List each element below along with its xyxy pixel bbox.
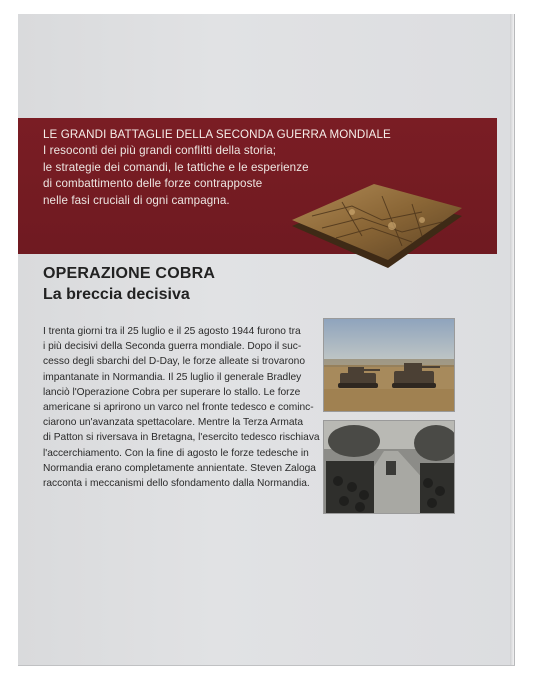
blurb-line: cesso degli sbarchi del D-Day, le forze alleate si trovarono (43, 356, 305, 368)
blurb-line: i più decisivi della Seconda guerra mondiale. Dopo il suc- (43, 341, 302, 353)
series-title: LE GRANDI BATTAGLIE DELLA SECONDA GUERRA MONDIALE (43, 128, 391, 141)
book-blurb (43, 324, 319, 491)
series-line: I resoconti dei più grandi conflitti della storia; (43, 144, 277, 158)
book-subtitle: La breccia decisiva (43, 286, 190, 303)
blurb-line: di Patton si riversava in Bretagna, l'esercito tedesco rischiava (43, 432, 320, 444)
book-title: OPERAZIONE COBRA (43, 265, 216, 282)
tanks-in-field-photo (323, 318, 455, 412)
series-line: nelle fasi cruciali di ogni campagna. (43, 193, 230, 207)
relief-map-icon (292, 176, 462, 276)
blurb-line: ciarono un'avanzata spettacolare. Mentre la Terza Armata (43, 417, 303, 429)
troop-column-photo (323, 420, 455, 514)
blurb-line: l'accerchiamento. Con la fine di agosto le forze tedesche in (43, 447, 309, 459)
blurb-line: lanciò l'Operazione Cobra per superare lo stallo. Le forze (43, 386, 301, 398)
blurb-line: americane si aprirono un varco nel fronte tedesco e cominc- (43, 402, 314, 414)
blurb-line: I trenta giorni tra il 25 luglio e il 25 agosto 1944 furono tra (43, 326, 301, 337)
blurb-line: impantanate in Normandia. Il 25 luglio il generale Bradley (43, 371, 302, 383)
blurb-line: Normandia erano completamente annientate. Steven Zaloga (43, 462, 316, 474)
blurb-line: racconta i meccanismi dello sfondamento dalla Normandia. (43, 478, 310, 490)
series-line: le strategie dei comandi, le tattiche e le esperienze (43, 160, 309, 174)
cover-edge (510, 14, 514, 665)
series-line: di combattimento delle forze contrapposte (43, 177, 263, 191)
